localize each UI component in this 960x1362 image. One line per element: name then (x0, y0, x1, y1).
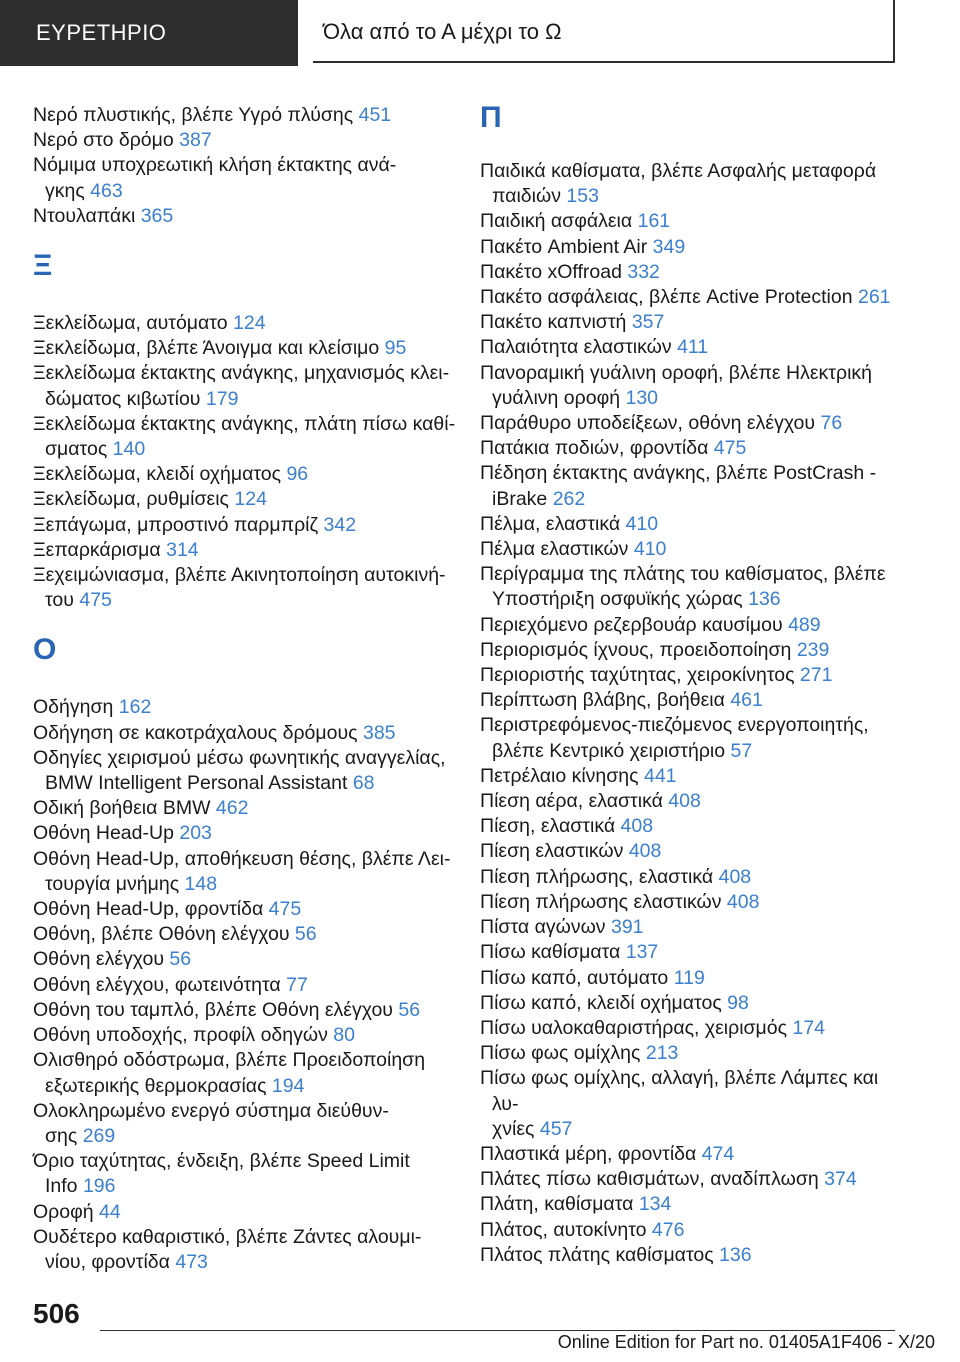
index-entry-term: Περίπτωση βλάβης, βοήθεια (480, 689, 725, 712)
page-reference-link[interactable]: 391 (610, 916, 644, 939)
page-reference-link[interactable]: 408 (668, 790, 701, 813)
index-entry (33, 513, 458, 538)
index-entry (33, 412, 458, 462)
index-entry-term: Περιεχόμενο ρεζερβουάρ καυσίμου (480, 613, 783, 636)
page-reference-link[interactable]: 410 (633, 538, 667, 561)
page-reference-link[interactable]: 349 (652, 235, 686, 258)
index-entry-term: Πανοραμική γυάλινη οροφή, βλέπε Ηλεκτρική γυάλινη οροφή (480, 361, 873, 409)
index-entry (480, 562, 910, 612)
index-entry (480, 1192, 910, 1217)
left-index-column (33, 103, 458, 1275)
index-entry-term: Νερό στο δρόμο (33, 129, 174, 152)
index-entry-term: Ουδέτερο καθαριστικό, βλέπε Ζάντες αλουμι‐ νίου, φροντίδα (33, 1225, 422, 1273)
index-entry (480, 966, 910, 991)
index-entry-term: Πέλμα, ελαστικά (480, 512, 621, 535)
index-entry (33, 462, 458, 487)
index-entry-term: Πατάκια ποδιών, φροντίδα (480, 437, 709, 460)
page-reference-link[interactable]: 213 (645, 1042, 679, 1065)
index-entry-term: Ξεχειμώνιασμα, βλέπε Ακινητοποίηση αυτοκινή‐ του (33, 564, 446, 612)
page-reference-link[interactable]: 408 (718, 865, 752, 888)
index-entry (33, 538, 458, 563)
index-entry (480, 940, 910, 965)
page-reference-link[interactable]: 96 (286, 463, 309, 486)
index-entry (33, 821, 458, 846)
index-entry-term: Ξεκλείδωμα έκτακτης ανάγκης, μηχανισμός κλει‐ δώματος κιβωτίου (33, 362, 450, 410)
index-entry (33, 847, 458, 897)
index-entry (480, 235, 910, 260)
index-entry (480, 1218, 910, 1243)
index-entry (33, 897, 458, 922)
index-entry-term: Οθόνη υποδοχής, προφίλ οδηγών (33, 1024, 328, 1047)
index-entry-term: Οθόνη, βλέπε Οθόνη ελέγχου (33, 923, 290, 946)
page-reference-link[interactable]: 473 (175, 1250, 208, 1273)
index-entry-term: Περιοριστής ταχύτητας, χειροκίνητος (480, 664, 795, 687)
page-reference-link[interactable]: 95 (384, 337, 407, 360)
index-entry-term: Οροφή (33, 1200, 94, 1223)
chapter-title: Όλα από το Α μέχρι το Ω (313, 0, 895, 63)
index-entry (480, 814, 910, 839)
page-reference-link[interactable]: 134 (638, 1193, 672, 1216)
page-number: 506 (33, 1298, 80, 1329)
page-reference-link[interactable]: 56 (398, 998, 421, 1021)
page-reference-link[interactable]: 148 (184, 872, 218, 895)
page-reference-link[interactable]: 239 (796, 638, 830, 661)
page-reference-link[interactable]: 153 (566, 185, 599, 208)
page-reference-link[interactable]: 57 (730, 739, 753, 762)
index-entry-term: Πίσω φως ομίχλης (480, 1042, 641, 1065)
index-entry (480, 1142, 910, 1167)
index-entry (480, 209, 910, 234)
page-reference-link[interactable]: 124 (234, 488, 267, 511)
page-reference-link[interactable]: 203 (179, 822, 212, 845)
index-entry-term: Όριο ταχύτητας, ένδειξη, βλέπε Speed Limit Info (33, 1150, 410, 1198)
index-entry-term: Πλάτος, αυτοκίνητο (480, 1218, 647, 1241)
index-entry-term: Ξεκλείδωμα, αυτόματο (33, 312, 228, 335)
page-header (0, 0, 960, 66)
right-index-column (480, 103, 910, 1268)
footer-divider (100, 1330, 895, 1331)
index-entry-term: Παράθυρο υποδείξεων, οθόνη ελέγχου (480, 412, 816, 435)
page-reference-link[interactable]: 261 (857, 286, 891, 309)
index-entry (480, 839, 910, 864)
index-entry-term: Οθόνη ελέγχου (33, 948, 164, 971)
index-entry-term: Οθόνη Head-Up (33, 822, 174, 845)
page-reference-link[interactable]: 408 (620, 815, 654, 838)
index-entry-term: Πετρέλαιο κίνησης (480, 764, 639, 787)
index-entry-term: Οθόνη Head-Up, αποθήκευση θέσης, βλέπε Λει‐ τουργία μνήμης (33, 847, 451, 895)
page-reference-link[interactable]: 462 (215, 797, 249, 820)
index-entry-term: Ξεπάγωμα, μπροστινό παρμπρίζ (33, 513, 319, 536)
page-reference-link[interactable]: 124 (233, 312, 266, 335)
page-reference-link[interactable]: 56 (294, 923, 317, 946)
index-entry (480, 613, 910, 638)
index-entry-term: Πίσω καπό, αυτόματο (480, 966, 669, 989)
page-reference-link[interactable]: 357 (631, 311, 665, 334)
index-entry (33, 922, 458, 947)
index-entry-term: Ολισθηρό οδόστρωμα, βλέπε Προειδοποίηση εξωτερικής θερμοκρασίας (33, 1049, 426, 1097)
index-entry (33, 973, 458, 998)
page-reference-link[interactable]: 387 (179, 129, 212, 152)
index-entry-term: Πέδηση έκτακτης ανάγκης, βλέπε PostCrash - iBrake (480, 462, 877, 510)
index-entry (33, 204, 458, 229)
index-entry (33, 1225, 458, 1275)
page-reference-link[interactable]: 68 (352, 772, 375, 795)
page-reference-link[interactable]: 410 (625, 512, 659, 535)
index-entry-term: Ξεκλείδωμα, κλειδί οχήματος (33, 463, 282, 486)
index-entry-term: Νερό πλυστικής, βλέπε Υγρό πλύσης (33, 104, 354, 126)
index-entry-term: Πίεση αέρα, ελαστικά (480, 790, 663, 813)
index-entry (480, 512, 910, 537)
page-reference-link[interactable]: 476 (651, 1218, 685, 1241)
page-reference-link[interactable]: 463 (90, 179, 123, 202)
page-reference-link[interactable]: 475 (268, 898, 302, 921)
index-entry (480, 260, 910, 285)
index-entry (33, 1200, 458, 1225)
index-entry-term: Περιστρεφόμενος-πιεζόμενος ενεργοποιητής, βλέπε Κεντρικό χειριστήριο (480, 714, 869, 762)
page-reference-link[interactable]: 314 (166, 538, 199, 561)
index-entry (480, 1041, 910, 1066)
index-entry-term: Πίσω φως ομίχλης, αλλαγή, βλέπε Λάμπες και λυ‐ χνίες (480, 1067, 879, 1140)
index-entry-term: Πίσω καπό, κλειδί οχήματος (480, 991, 722, 1014)
index-entry (480, 663, 910, 688)
index-letter-heading: Ο (33, 633, 57, 667)
page-reference-link[interactable]: 44 (99, 1200, 121, 1223)
page-reference-link[interactable]: 137 (625, 941, 659, 964)
index-entry-term: Πακέτο καπνιστή (480, 311, 627, 334)
index-entry-term: Πακέτο Ambient Air (480, 235, 648, 258)
index-entry-term: Παιδικά καθίσματα, βλέπε Ασφαλής μεταφορά παιδιών (480, 160, 877, 208)
index-entry (480, 285, 910, 310)
index-entry (480, 915, 910, 940)
index-entry (480, 159, 910, 209)
page-reference-link[interactable]: 136 (719, 1243, 752, 1266)
index-entry (480, 310, 910, 335)
index-entry-term: Πίεση πλήρωσης, ελαστικά (480, 865, 714, 888)
index-entry-term: Οθόνη Head-Up, φροντίδα (33, 898, 264, 921)
page-reference-link[interactable]: 269 (82, 1124, 116, 1147)
index-entry-term: Περιορισμός ίχνους, προειδοποίηση (480, 638, 792, 661)
page-reference-link[interactable]: 342 (323, 513, 357, 536)
index-entry-term: Πλαστικά μέρη, φροντίδα (480, 1142, 697, 1165)
index-entry (33, 153, 458, 203)
page-reference-link[interactable]: 408 (726, 890, 760, 913)
index-entry-term: Πίεση, ελαστικά (480, 815, 616, 838)
index-entry-term: Ξεκλείδωμα έκτακτης ανάγκης, πλάτη πίσω καθί‐ σματος (33, 412, 456, 461)
page-reference-link[interactable]: 98 (727, 991, 749, 1014)
page-reference-link[interactable]: 174 (792, 1016, 826, 1039)
page-reference-link[interactable]: 332 (627, 260, 660, 283)
index-entry (480, 713, 910, 763)
index-entry-term: Οδηγίες χειρισμού μέσω φωνητικής αναγγελίας, BMW Intelligent Personal Assistant (33, 746, 446, 795)
page-reference-link[interactable]: 374 (824, 1168, 857, 1191)
index-entry-term: Ντουλαπάκι (33, 204, 136, 227)
index-entry (33, 1048, 458, 1098)
index-entry (480, 411, 910, 436)
index-entry (33, 487, 458, 512)
index-entry (480, 461, 910, 511)
index-letter-heading: Π (480, 101, 502, 134)
index-entry-term: Πλάτος πλάτης καθίσματος (480, 1243, 714, 1266)
index-entry (480, 537, 910, 562)
index-entry-term: Παιδική ασφάλεια (480, 210, 633, 233)
index-entry-term: Ξεκλείδωμα, ρυθμίσεις (33, 488, 229, 511)
index-entry-term: Νόμιμα υποχρεωτική κλήση έκτακτης ανά‐ γκης (33, 154, 397, 202)
index-entry-term: Πίσω υαλοκαθαριστήρας, χειρισμός (480, 1016, 788, 1039)
page-reference-link[interactable]: 474 (701, 1142, 735, 1165)
page-reference-link[interactable]: 489 (788, 613, 821, 636)
index-entry (480, 638, 910, 663)
index-entry-term: Οδική βοήθεια BMW (33, 797, 211, 820)
index-entry-term: Πλάτη, καθίσματα (480, 1193, 634, 1216)
page-reference-link[interactable]: 119 (673, 966, 705, 989)
index-entry (33, 1023, 458, 1048)
index-entry-term: Πακέτο xOffroad (480, 260, 622, 283)
index-entry (480, 890, 910, 915)
index-entry (480, 688, 910, 713)
index-entry-term: Πίσω καθίσματα (480, 941, 621, 964)
index-entry (33, 998, 458, 1023)
index-entry (33, 128, 458, 153)
page-reference-link[interactable]: 441 (643, 764, 677, 787)
index-entry-term: Πέλμα ελαστικών (480, 538, 629, 561)
index-entry (33, 947, 458, 972)
index-entry (480, 335, 910, 360)
index-entry (33, 103, 458, 128)
index-entry (33, 311, 458, 336)
index-entry (480, 361, 910, 411)
index-entry (33, 695, 458, 720)
index-entry (33, 746, 458, 796)
index-entry (33, 563, 458, 613)
page-reference-link[interactable]: 130 (625, 386, 659, 409)
index-entry-term: Πίεση ελαστικών (480, 840, 624, 863)
index-entry-term: Περίγραμμα της πλάτης του καθίσματος, βλέπε Υποστήριξη οσφυϊκής χώρας (480, 563, 886, 611)
page-reference-link[interactable]: 451 (358, 104, 392, 126)
index-entry-term: Οθόνη ελέγχου, φωτεινότητα (33, 973, 281, 996)
index-letter-heading: Ξ (33, 249, 53, 283)
index-entry (480, 1167, 910, 1192)
page-reference-link[interactable]: 475 (713, 437, 747, 460)
index-entry (480, 865, 910, 890)
index-entry-term: Οδήγηση (33, 696, 114, 719)
page-reference-link[interactable]: 76 (820, 412, 843, 435)
page-reference-link[interactable]: 408 (628, 840, 662, 863)
page-reference-link[interactable]: 56 (169, 948, 192, 971)
index-entry-term: Οθόνη του ταμπλό, βλέπε Οθόνη ελέγχου (33, 998, 393, 1021)
page-reference-link[interactable]: 196 (82, 1175, 116, 1198)
index-entry (33, 1149, 458, 1199)
page-reference-link[interactable]: 136 (748, 588, 781, 611)
index-entry-term: Ξεκλείδωμα, βλέπε Άνοιγμα και κλείσιμο (33, 337, 380, 360)
index-entry-term: Ξεπαρκάρισμα (33, 538, 161, 561)
page-reference-link[interactable]: 271 (799, 664, 833, 687)
index-entry (480, 789, 910, 814)
index-entry-term: Πλάτες πίσω καθισμάτων, αναδίπλωση (480, 1168, 819, 1191)
index-entry-term: Οδήγηση σε κακοτράχαλους δρόμους (33, 721, 358, 744)
index-entry-term: Παλαιότητα ελαστικών (480, 336, 672, 359)
page-reference-link[interactable]: 162 (118, 696, 152, 719)
page-reference-link[interactable]: 262 (552, 487, 586, 510)
index-entry (480, 1066, 910, 1142)
index-entry (480, 991, 910, 1016)
index-entry (480, 1243, 910, 1268)
page-reference-link[interactable]: 77 (286, 973, 308, 996)
page-reference-link[interactable]: 411 (677, 336, 709, 359)
page-reference-link[interactable]: 194 (271, 1074, 305, 1097)
index-entry-term: Πακέτο ασφάλειας, βλέπε Active Protection (480, 286, 853, 309)
index-entry-term: Πίεση πλήρωσης ελαστικών (480, 890, 722, 913)
index-entry (480, 436, 910, 461)
page-reference-link[interactable]: 140 (112, 438, 146, 461)
page-reference-link[interactable]: 385 (362, 721, 396, 744)
index-entry-term: Πίστα αγώνων (480, 916, 606, 939)
index-entry (33, 721, 458, 746)
page-reference-link[interactable]: 179 (205, 387, 239, 410)
page-reference-link[interactable]: 457 (539, 1117, 573, 1140)
index-entry (33, 361, 458, 411)
index-entry-term: Ολοκληρωμένο ενεργό σύστημα διεύθυν‐ σης (33, 1099, 389, 1147)
section-tab[interactable]: ΕΥΡΕΤΗΡΙΟ (0, 0, 298, 66)
index-entry (480, 764, 910, 789)
index-entry (33, 1099, 458, 1149)
page-reference-link[interactable]: 475 (79, 589, 112, 612)
index-entry (480, 1016, 910, 1041)
page-reference-link[interactable]: 80 (333, 1024, 355, 1047)
page-reference-link[interactable]: 161 (637, 210, 671, 233)
page-reference-link[interactable]: 365 (140, 204, 174, 227)
edition-note: Online Edition for Part no. 01405A1F406 - X/20 (557, 1332, 935, 1352)
index-entry (33, 336, 458, 361)
index-entry (33, 796, 458, 821)
page-reference-link[interactable]: 461 (730, 689, 763, 712)
